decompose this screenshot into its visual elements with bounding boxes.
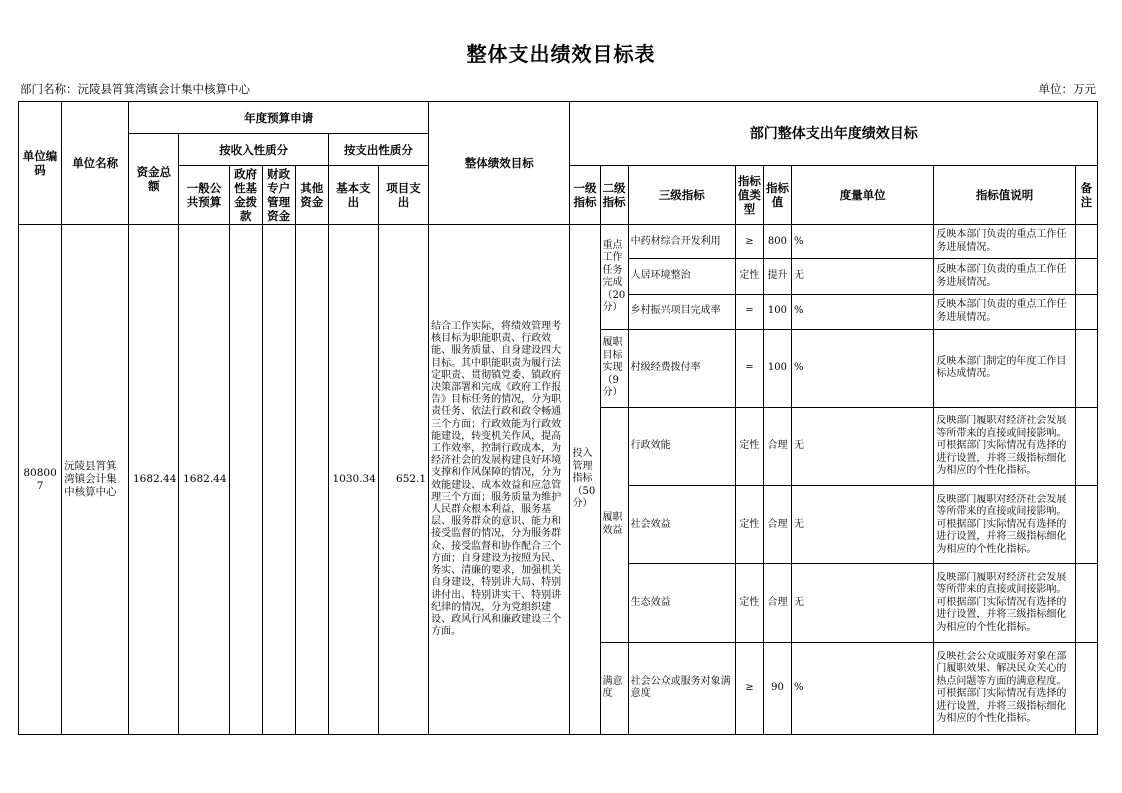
indicator-type: 定性: [735, 486, 763, 564]
indicator-name: 社会公众或服务对象满意度: [628, 642, 735, 734]
indicator-remark: [1075, 642, 1097, 734]
indicator-name: 乡村振兴项目完成率: [628, 294, 735, 329]
indicator-desc: 反映本部门制定的年度工作目标达成情况。: [934, 329, 1075, 407]
indicator-value: 100: [763, 329, 791, 407]
indicator-type: 定性: [735, 259, 763, 294]
indicator-unit: 无: [792, 486, 934, 564]
indicator-unit: %: [792, 642, 934, 734]
fiscal-special-cell: [262, 225, 295, 735]
header-remark: 备注: [1075, 166, 1097, 225]
header-unit-code: 单位编码: [19, 102, 62, 225]
indicator-desc: 反映部门履职对经济社会发展等所带来的直接或间接影响。可根据部门实际情况有选择的进行设置，并将三级指标细化为相应的个性化指标。: [936, 493, 1067, 555]
indicator-type: 定性: [735, 564, 763, 642]
level2-key-work: 重点工作任务完成（20分）: [600, 225, 628, 329]
header-unit-name: 单位名称: [62, 102, 129, 225]
header-level3: 三级指标: [628, 166, 735, 225]
header-by-expense: 按支出性质分: [328, 134, 428, 166]
indicator-remark: [1075, 259, 1097, 294]
page-title: 整体支出绩效目标表: [466, 42, 656, 66]
gov-fund-cell: [229, 225, 262, 735]
indicator-unit: 无: [792, 259, 934, 294]
indicator-unit: %: [792, 225, 934, 259]
indicator-unit: 无: [792, 407, 934, 485]
basic-expense-cell: 1030.34: [328, 225, 378, 735]
unit-name-cell: 沅陵县筲箕湾镇会计集中核算中心: [62, 225, 129, 735]
header-level2: 二级指标: [600, 166, 628, 225]
indicator-desc: 反映本部门负责的重点工作任务进展情况。: [934, 225, 1075, 259]
header-general-budget: 一般公共预算: [179, 166, 229, 225]
header-level1: 一级指标: [570, 166, 600, 225]
header-measure-unit: 度量单位: [792, 166, 934, 225]
indicator-desc: 反映本部门负责的重点工作任务进展情况。: [934, 259, 1075, 294]
header-basic-expense: 基本支出: [328, 166, 378, 225]
indicator-name: 中药材综合开发利用: [628, 225, 735, 259]
project-expense-cell: 652.1: [378, 225, 428, 735]
indicator-name: 行政效能: [628, 407, 735, 485]
indicator-name: 社会效益: [628, 486, 735, 564]
indicator-name: 人居环境整治: [628, 259, 735, 294]
header-dept-goal: 部门整体支出年度绩效目标: [570, 102, 1098, 166]
performance-table: [18, 101, 1098, 735]
level1-cell: 投入管理指标（50分）: [570, 225, 600, 735]
header-fiscal-special: 财政专户管理资金: [262, 166, 295, 225]
header-overall-goal: 整体绩效目标: [429, 102, 570, 225]
header-other-funds: 其他资金: [295, 166, 328, 225]
indicator-type: ≥: [735, 642, 763, 734]
indicator-desc: 反映部门履职对经济社会发展等所带来的直接或间接影响。可根据部门实际情况有选择的进行设置，并将三级指标细化为相应的个性化指标。: [936, 415, 1067, 477]
indicator-name: 村级经费拨付率: [628, 329, 735, 407]
indicator-remark: [1075, 294, 1097, 329]
indicator-remark: [1075, 407, 1097, 485]
unit-label: 单位：万元: [1038, 82, 1096, 96]
level2-satisfaction: 满意度: [600, 642, 628, 734]
header-value-type: 指标值类型: [735, 166, 763, 225]
indicator-name: 生态效益: [628, 564, 735, 642]
indicator-remark: [1075, 564, 1097, 642]
total-funds-cell: 1682.44: [129, 225, 179, 735]
general-budget-cell: 1682.44: [179, 225, 229, 735]
indicator-type: 定性: [735, 407, 763, 485]
indicator-unit: 无: [792, 564, 934, 642]
header-project-expense: 项目支出: [378, 166, 428, 225]
other-funds-cell: [295, 225, 328, 735]
level2-duty-effect: 履职效益: [600, 407, 628, 642]
overall-goal-text: 结合工作实际，将绩效管理考核目标为职能职责、行政效能、服务质量、自身建设四大目标。其中职能职责为履行法定职责、贯彻镇党委、镇政府决策部署和完成《政府工作报告》目标任务的情况，分为职责任务、依法行政和政令畅通三个方面；行政效能为行政效能建设，转变机关作风，提高工作效率，控制行政成本，为经济社会的发展构建良好环境支撑和作风保障的情况，分为效能建设、成本效益和应急管理三个方面；服务质量为维护人民群众根本利益，服务基层、服务群众的意识、能力和接受监督的情况，分为服务群众、接受监督和协作配合三个方面；自身建设为按照为民、务实、清廉的要求，加强机关自身建设，特别讲大局、特别讲付出、特别讲实干、特别讲纪律的情况，分为党组织建设、政风行风和廉政建设三个方面。: [429, 225, 570, 735]
indicator-value: 合理: [763, 407, 791, 485]
level2-duty-goal: 履职目标实现（9分）: [600, 329, 628, 407]
indicator-value: 提升: [763, 259, 791, 294]
indicator-unit: %: [792, 294, 934, 329]
indicator-desc: 反映本部门负责的重点工作任务进展情况。: [934, 294, 1075, 329]
indicator-type: ≥: [735, 225, 763, 259]
header-value-desc: 指标值说明: [934, 166, 1075, 225]
indicator-remark: [1075, 225, 1097, 259]
indicator-remark: [1075, 329, 1097, 407]
indicator-type: =: [735, 329, 763, 407]
indicator-value: 800: [763, 225, 791, 259]
indicator-unit: %: [792, 329, 934, 407]
header-value: 指标值: [763, 166, 791, 225]
unit-code-cell: 808007: [19, 225, 62, 735]
header-annual-budget: 年度预算申请: [129, 102, 429, 134]
indicator-value: 合理: [763, 486, 791, 564]
indicator-type: =: [735, 294, 763, 329]
indicator-value: 合理: [763, 564, 791, 642]
indicator-value: 100: [763, 294, 791, 329]
indicator-desc: 反映部门履职对经济社会发展等所带来的直接或间接影响。可根据部门实际情况有选择的进行设置，并将三级指标细化为相应的个性化指标。: [936, 571, 1067, 633]
department-name: 部门名称：沅陵县筲箕湾镇会计集中核算中心: [20, 82, 250, 96]
header-total-funds: 资金总额: [129, 134, 179, 225]
header-by-income: 按收入性质分: [179, 134, 328, 166]
indicator-desc: 反映社会公众或服务对象在部门履职效果、解决民众关心的热点问题等方面的满意程度。可根据部门实际情况有选择的进行设置，并将三级指标细化为相应的个性化指标。: [936, 650, 1067, 725]
indicator-remark: [1075, 486, 1097, 564]
indicator-value: 90: [763, 642, 791, 734]
header-gov-fund: 政府性基金拨款: [229, 166, 262, 225]
